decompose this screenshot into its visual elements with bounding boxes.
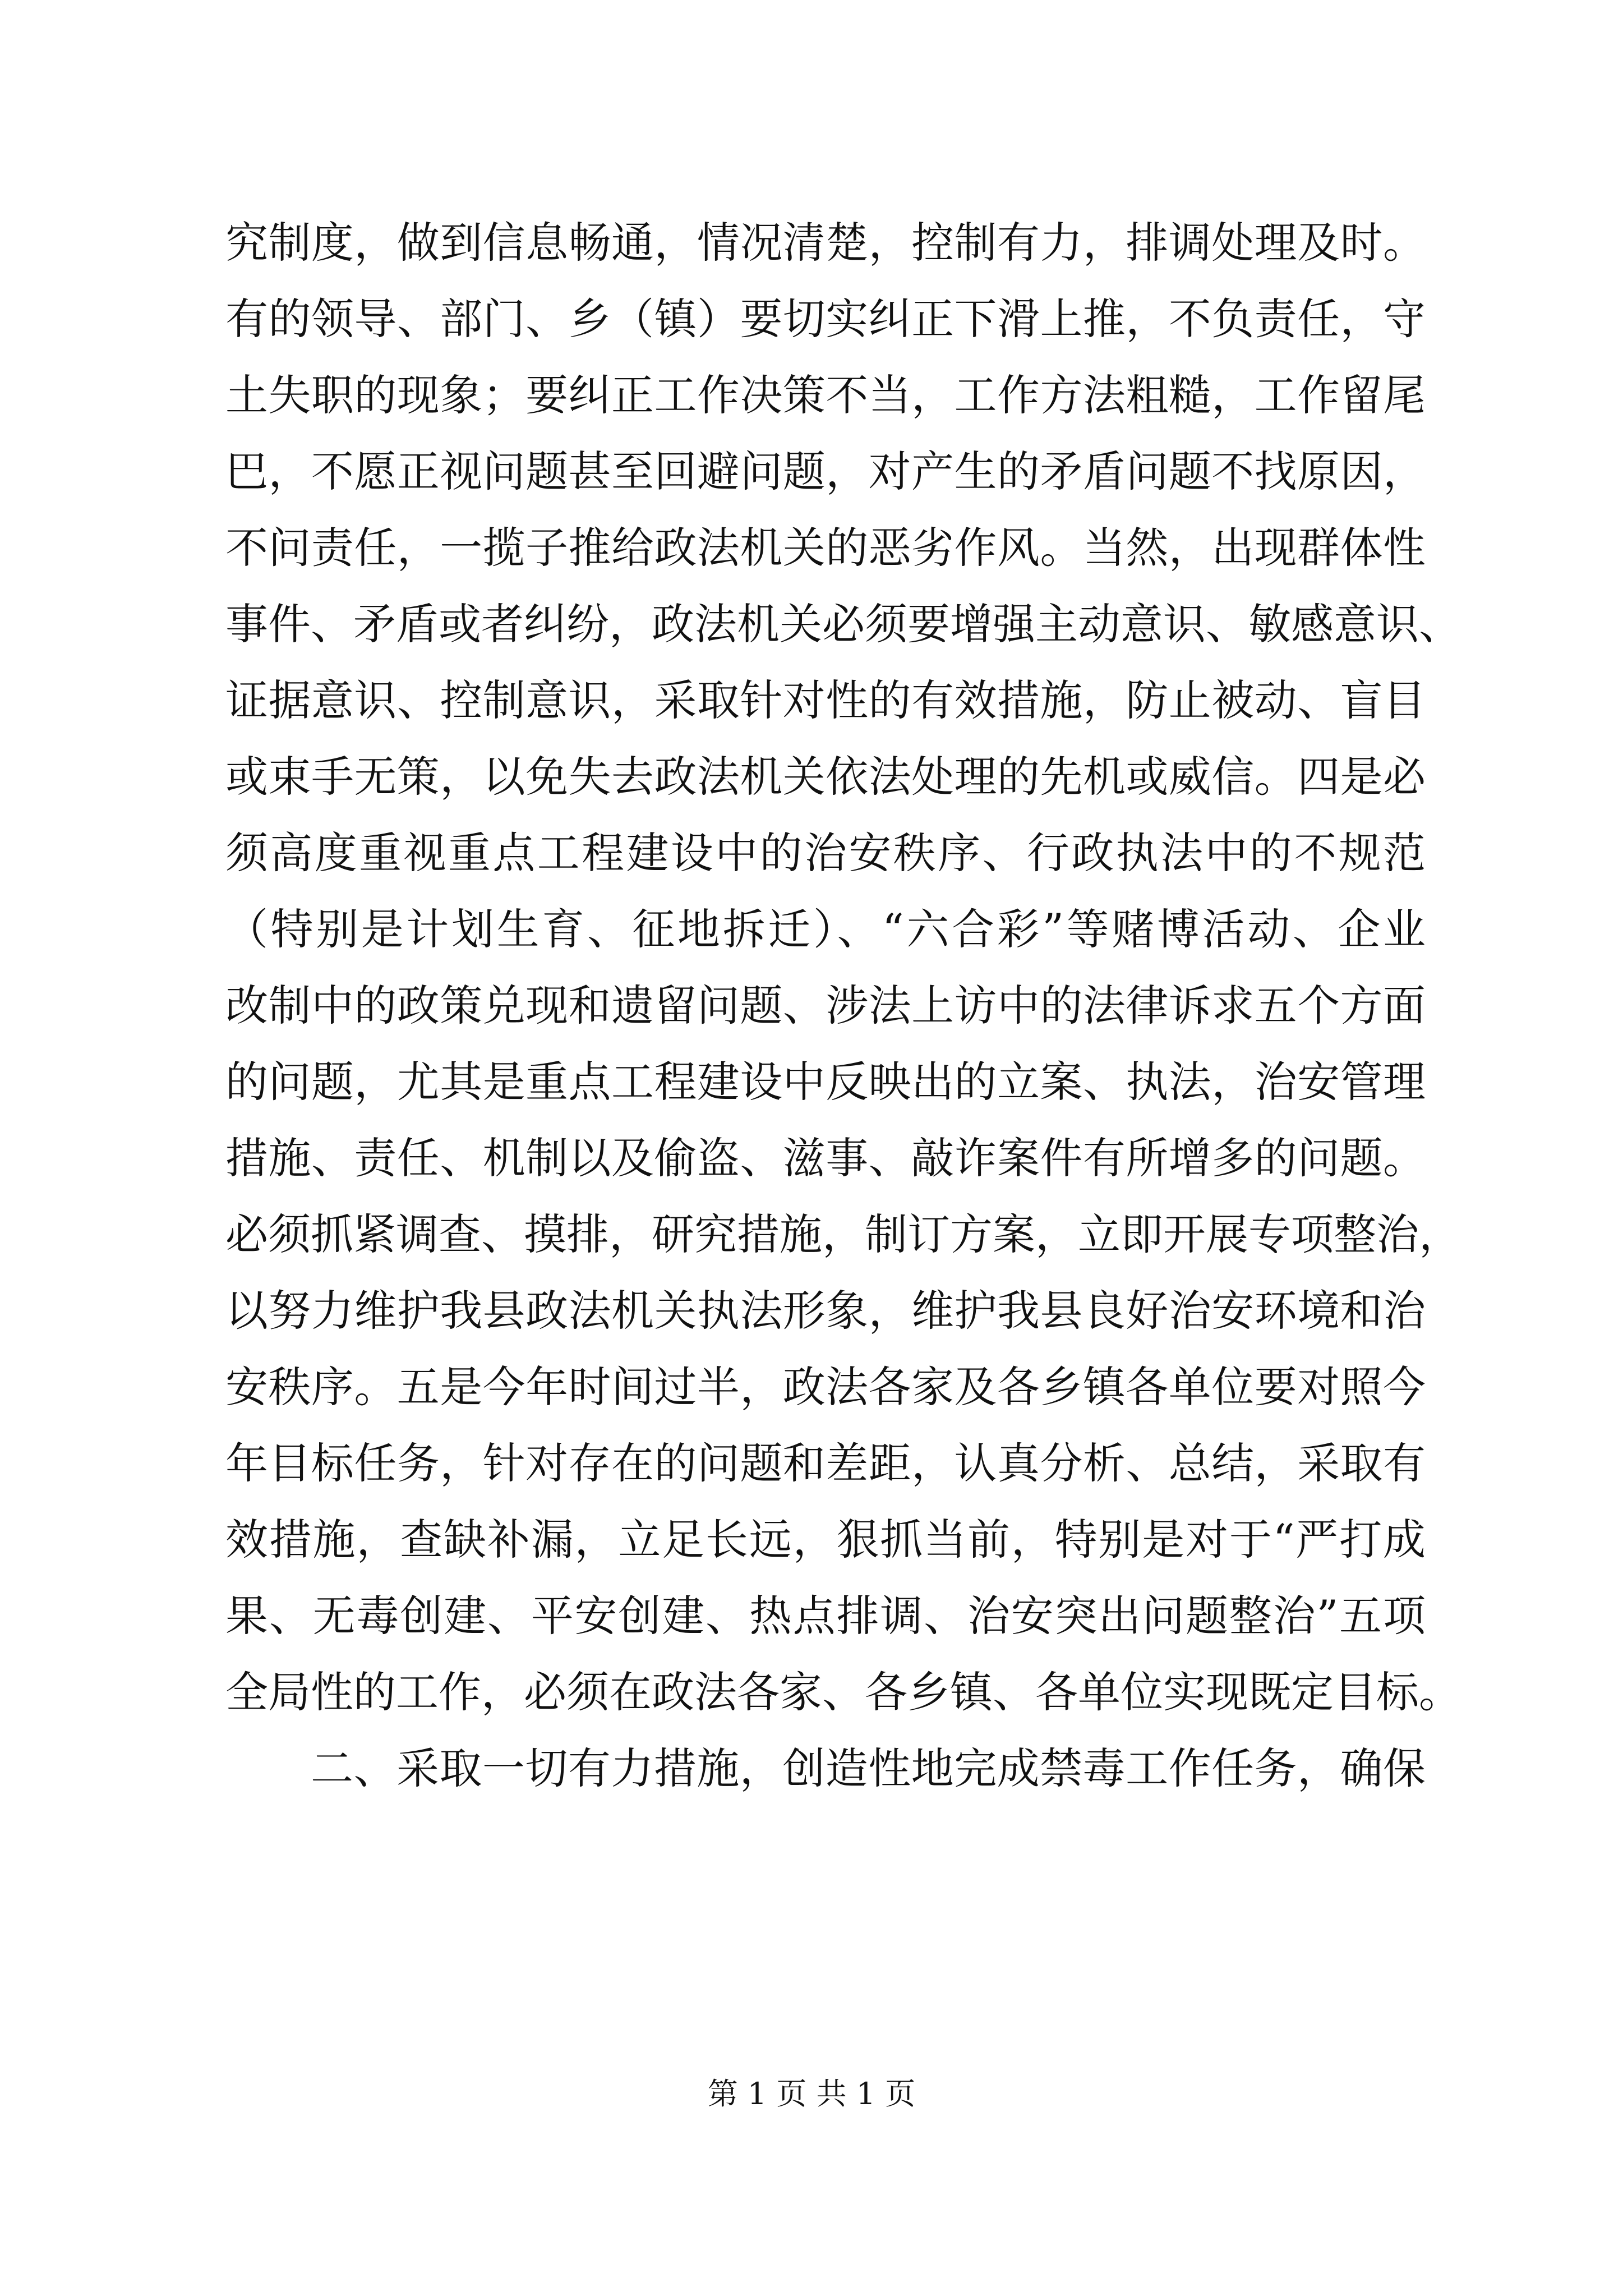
text-line: 有的领导、部门、乡（镇）要切实纠正下滑上推，不负责任，守 bbox=[225, 294, 1426, 344]
text-line: 必须抓紧调查、摸排，研究措施，制订方案，立即开展专项整治， bbox=[225, 1209, 1461, 1259]
text-line: 以努力维护我县政法机关执法形象，维护我县良好治安环境和治 bbox=[225, 1286, 1426, 1336]
text-line: 或束手无策，以免失去政法机关依法处理的先机或威信。四是必 bbox=[225, 752, 1426, 802]
text-line: 年目标任务，针对存在的问题和差距，认真分析、总结，采取有 bbox=[225, 1438, 1426, 1488]
document-body bbox=[225, 205, 1461, 1807]
text-line: 安秩序。五是今年时间过半，政法各家及各乡镇各单位要对照今 bbox=[225, 1362, 1426, 1412]
text-line: 果、无毒创建、平安创建、热点排调、治安突出问题整治”五项 bbox=[225, 1591, 1426, 1641]
text-line: 证据意识、控制意识，采取针对性的有效措施，防止被动、盲目 bbox=[225, 675, 1426, 725]
text-line: 全局性的工作，必须在政法各家、各乡镇、各单位实现既定目标。 bbox=[225, 1667, 1461, 1717]
page-footer bbox=[0, 2070, 1623, 2113]
text-line: （特别是计划生育、征地拆迁）、“六合彩”等赌博活动、企业 bbox=[225, 904, 1426, 954]
text-line: 的问题，尤其是重点工程建设中反映出的立案、执法，治安管理 bbox=[225, 1057, 1426, 1107]
text-line: 巴，不愿正视问题甚至回避问题，对产生的矛盾问题不找原因， bbox=[225, 447, 1426, 496]
text-line: 事件、矛盾或者纠纷，政法机关必须要增强主动意识、敏感意识、 bbox=[225, 599, 1461, 649]
text-line: 不问责任，一揽子推给政法机关的恶劣作风。当然，出现群体性 bbox=[225, 523, 1426, 573]
page-number-label: 第 1 页 共 1 页 bbox=[707, 2076, 916, 2111]
text-line: 土失职的现象；要纠正工作决策不当，工作方法粗糙，工作留尾 bbox=[225, 370, 1426, 420]
text-line: 效措施，查缺补漏，立足长远，狠抓当前，特别是对于“严打成 bbox=[225, 1515, 1426, 1565]
text-line: 究制度，做到信息畅通，情况清楚，控制有力，排调处理及时。 bbox=[225, 218, 1426, 268]
text-line: 措施、责任、机制以及偷盗、滋事、敲诈案件有所增多的问题。 bbox=[225, 1133, 1426, 1183]
section-heading-line: 二、采取一切有力措施，创造性地完成禁毒工作任务，确保 bbox=[311, 1743, 1426, 1793]
text-line: 须高度重视重点工程建设中的治安秩序、行政执法中的不规范 bbox=[225, 828, 1426, 878]
text-line: 改制中的政策兑现和遗留问题、涉法上访中的法律诉求五个方面 bbox=[225, 981, 1426, 1030]
